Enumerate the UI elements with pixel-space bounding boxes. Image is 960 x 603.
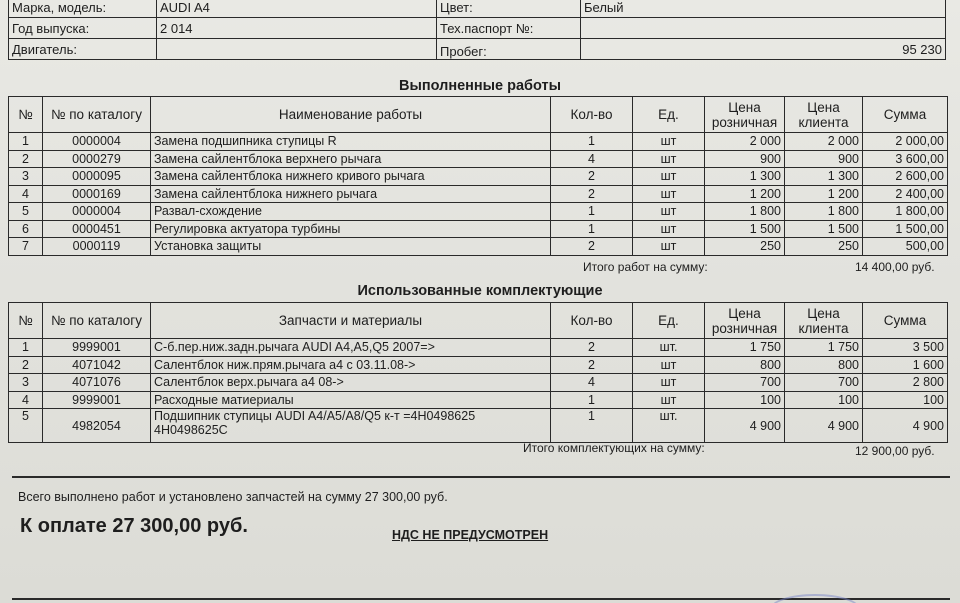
table-row: [9, 374, 948, 392]
cell-name: Развал-схождение: [151, 203, 551, 221]
parts-table: [8, 302, 948, 443]
cell-client-price: 4 900: [785, 409, 863, 443]
table-row: [9, 391, 948, 409]
table-row: [9, 339, 948, 357]
cell-qty: 1: [551, 391, 633, 409]
make-label: Марка, модель:: [9, 0, 157, 18]
mileage-value: 95 230: [581, 39, 946, 60]
year-label: Год выпуска:: [9, 18, 157, 39]
cell-catalog: 0000279: [43, 150, 151, 168]
cell-num: 5: [9, 409, 43, 443]
cell-catalog: 0000095: [43, 168, 151, 186]
cell-sum: 1 800,00: [863, 203, 948, 221]
cell-sum: 1 500,00: [863, 220, 948, 238]
parts-col-num: №: [9, 303, 43, 339]
cell-client-price: 1 750: [785, 339, 863, 357]
color-value: Белый: [581, 0, 946, 18]
cell-unit: шт: [633, 220, 705, 238]
cell-name: Салентблок ниж.прям.рычага а4 с 03.11.08->: [151, 356, 551, 374]
vat-note: НДС НЕ ПРЕДУСМОТРЕН: [392, 528, 549, 542]
cell-retail-price: 800: [705, 356, 785, 374]
cell-qty: 1: [551, 409, 633, 443]
cell-catalog: 0000451: [43, 220, 151, 238]
cell-retail-price: 2 000: [705, 133, 785, 151]
cell-unit: шт: [633, 133, 705, 151]
table-row: [9, 150, 948, 168]
cell-retail-price: 1 500: [705, 220, 785, 238]
cell-retail-price: 250: [705, 238, 785, 256]
passport-value: [581, 18, 946, 39]
cell-catalog: 9999001: [43, 339, 151, 357]
works-table: [8, 96, 948, 256]
cell-sum: 2 400,00: [863, 185, 948, 203]
parts-rows: [9, 339, 948, 443]
cell-sum: 500,00: [863, 238, 948, 256]
cell-num: 1: [9, 339, 43, 357]
cell-num: 4: [9, 185, 43, 203]
cell-client-price: 250: [785, 238, 863, 256]
works-col-name: Наименование работы: [151, 97, 551, 133]
table-row: [9, 185, 948, 203]
works-col-sum: Сумма: [863, 97, 948, 133]
cell-client-price: 1 500: [785, 220, 863, 238]
cell-num: 3: [9, 374, 43, 392]
works-rows: [9, 133, 948, 256]
cell-unit: шт: [633, 391, 705, 409]
cell-name: Замена сайлентблока нижнего кривого рычага: [151, 168, 551, 186]
parts-col-qty: Кол-во: [551, 303, 633, 339]
table-row: [9, 356, 948, 374]
works-col-unit: Ед.: [633, 97, 705, 133]
works-title: Выполненные работы: [399, 78, 561, 94]
cell-catalog: 4982054: [43, 409, 151, 443]
cell-unit: шт: [633, 238, 705, 256]
cell-unit: шт: [633, 203, 705, 221]
table-row: [9, 133, 948, 151]
cell-client-price: 1 200: [785, 185, 863, 203]
parts-col-catalog: № по каталогу: [43, 303, 151, 339]
table-row: [9, 238, 948, 256]
cell-sum: 1 600: [863, 356, 948, 374]
parts-title: Использованные комплектующие: [357, 283, 603, 299]
cell-sum: 2 800: [863, 374, 948, 392]
cell-qty: 4: [551, 374, 633, 392]
cell-qty: 4: [551, 150, 633, 168]
cell-num: 2: [9, 150, 43, 168]
cell-client-price: 700: [785, 374, 863, 392]
cell-catalog: 4071042: [43, 356, 151, 374]
passport-label: Тех.паспорт №:: [437, 18, 581, 39]
color-label: Цвет:: [437, 0, 581, 18]
cell-catalog: 0000119: [43, 238, 151, 256]
cell-retail-price: 1 300: [705, 168, 785, 186]
cell-name: Расходные матиериалы: [151, 391, 551, 409]
cell-catalog: 0000004: [43, 133, 151, 151]
works-total-value: 14 400,00 руб.: [855, 260, 935, 274]
summary-text: Всего выполнено работ и установлено запчастей на сумму 27 300,00 руб.: [18, 490, 448, 504]
cell-catalog: 0000004: [43, 203, 151, 221]
cell-unit: шт: [633, 356, 705, 374]
cell-unit: шт: [633, 150, 705, 168]
cell-num: 6: [9, 220, 43, 238]
cell-num: 7: [9, 238, 43, 256]
cell-retail-price: 1 200: [705, 185, 785, 203]
cell-retail-price: 4 900: [705, 409, 785, 443]
cell-name: Установка защиты: [151, 238, 551, 256]
cell-catalog: 4071076: [43, 374, 151, 392]
cell-client-price: 2 000: [785, 133, 863, 151]
table-row: [9, 409, 948, 443]
cell-retail-price: 100: [705, 391, 785, 409]
amount-due: К оплате 27 300,00 руб.: [20, 515, 248, 537]
works-col-client: Цена клиента: [785, 97, 863, 133]
cell-name: Замена сайлентблока нижнего рычага: [151, 185, 551, 203]
cell-qty: 2: [551, 168, 633, 186]
parts-total-label: Итого комплектующих на сумму:: [523, 441, 705, 455]
cell-qty: 1: [551, 220, 633, 238]
cell-name: Подшипник ступицы AUDI A4/A5/A8/Q5 к-т =4H0498625 4H0498625C: [151, 409, 551, 443]
parts-total-value: 12 900,00 руб.: [855, 444, 935, 458]
cell-num: 5: [9, 203, 43, 221]
cell-retail-price: 1 750: [705, 339, 785, 357]
parts-col-name: Запчасти и материалы: [151, 303, 551, 339]
parts-col-retail: Цена розничная: [705, 303, 785, 339]
cell-client-price: 100: [785, 391, 863, 409]
cell-qty: 2: [551, 356, 633, 374]
cell-sum: 4 900: [863, 409, 948, 443]
cell-client-price: 1 300: [785, 168, 863, 186]
parts-col-client: Цена клиента: [785, 303, 863, 339]
table-row: [9, 220, 948, 238]
cell-sum: 2 600,00: [863, 168, 948, 186]
cell-qty: 2: [551, 339, 633, 357]
cell-client-price: 800: [785, 356, 863, 374]
works-total-label: Итого работ на сумму:: [583, 260, 708, 274]
stamp-mark: [770, 594, 860, 603]
parts-col-sum: Сумма: [863, 303, 948, 339]
cell-qty: 2: [551, 185, 633, 203]
works-col-num: №: [9, 97, 43, 133]
cell-qty: 1: [551, 133, 633, 151]
table-row: [9, 203, 948, 221]
cell-retail-price: 700: [705, 374, 785, 392]
cell-qty: 1: [551, 203, 633, 221]
works-col-catalog: № по каталогу: [43, 97, 151, 133]
cell-unit: шт.: [633, 409, 705, 443]
mileage-label: Пробег:: [437, 39, 581, 60]
cell-retail-price: 900: [705, 150, 785, 168]
vehicle-info-table: [8, 0, 946, 60]
divider-top: [12, 476, 950, 478]
cell-num: 3: [9, 168, 43, 186]
engine-value: [157, 39, 437, 60]
engine-label: Двигатель:: [9, 39, 157, 60]
cell-name: Замена подшипника ступицы R: [151, 133, 551, 151]
cell-name: Салентблок верх.рычага а4 08->: [151, 374, 551, 392]
parts-col-unit: Ед.: [633, 303, 705, 339]
cell-unit: шт.: [633, 339, 705, 357]
make-value: AUDI A4: [157, 0, 437, 18]
cell-num: 1: [9, 133, 43, 151]
cell-sum: 2 000,00: [863, 133, 948, 151]
cell-unit: шт: [633, 374, 705, 392]
cell-name: Замена сайлентблока верхнего рычага: [151, 150, 551, 168]
year-value: 2 014: [157, 18, 437, 39]
works-col-retail: Цена розничная: [705, 97, 785, 133]
cell-catalog: 9999001: [43, 391, 151, 409]
cell-num: 2: [9, 356, 43, 374]
cell-sum: 100: [863, 391, 948, 409]
cell-unit: шт: [633, 185, 705, 203]
cell-num: 4: [9, 391, 43, 409]
cell-client-price: 900: [785, 150, 863, 168]
cell-retail-price: 1 800: [705, 203, 785, 221]
cell-unit: шт: [633, 168, 705, 186]
cell-qty: 2: [551, 238, 633, 256]
cell-name: Регулировка актуатора турбины: [151, 220, 551, 238]
cell-sum: 3 600,00: [863, 150, 948, 168]
cell-name: С-б.пер.ниж.задн.рычага AUDI A4,A5,Q5 2007=>: [151, 339, 551, 357]
cell-client-price: 1 800: [785, 203, 863, 221]
table-row: [9, 168, 948, 186]
cell-catalog: 0000169: [43, 185, 151, 203]
works-col-qty: Кол-во: [551, 97, 633, 133]
cell-sum: 3 500: [863, 339, 948, 357]
